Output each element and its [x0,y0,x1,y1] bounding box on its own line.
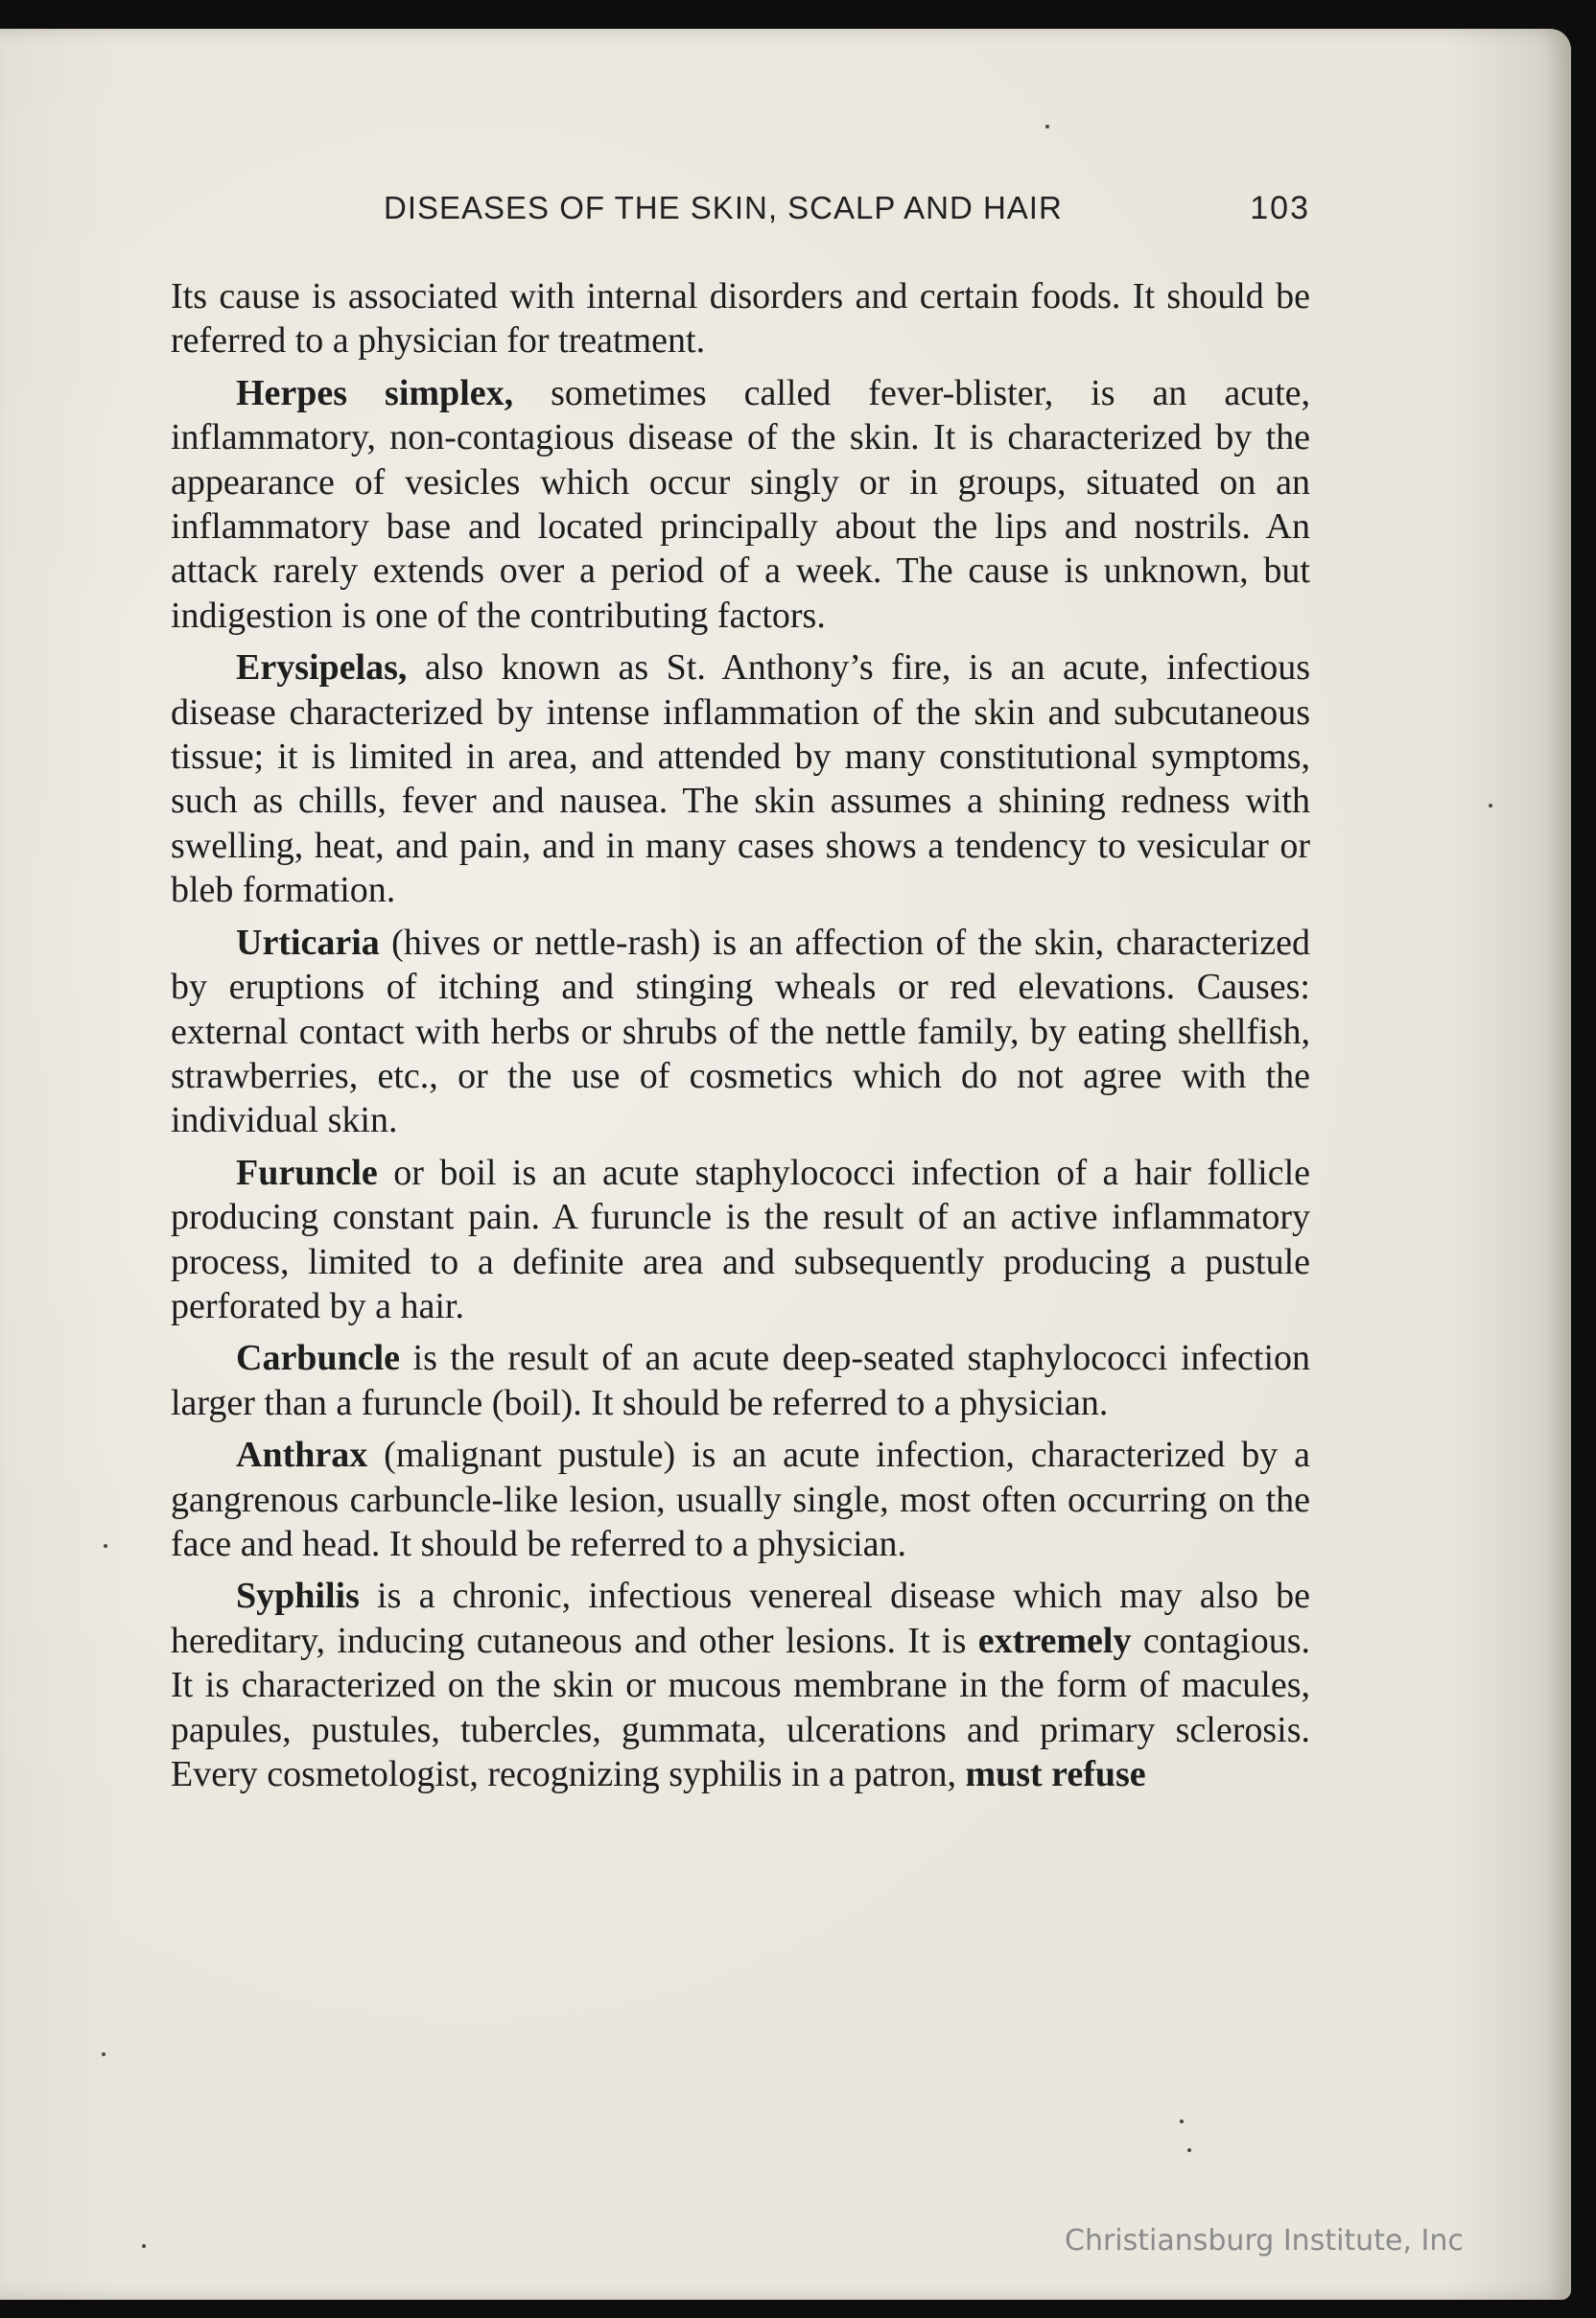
term-erysipelas: Erysipelas, [236,647,408,689]
running-title: DISEASES OF THE SKIN, SCALP AND HAIR [384,190,1063,225]
watermark: Christiansburg Institute, Inc [1065,2224,1464,2258]
term-herpes-simplex: Herpes simplex, [236,372,514,413]
paragraph-herpes-simplex [171,371,1310,638]
term-furuncle: Furuncle [236,1152,378,1193]
paragraph-text: contagious. It is characterized on the skin or mucous membrane in the form of macules, papules, pustules, tubercles, gummata, ulcerations and primary sclerosis. Every cosmetologist, recognizing syphilis in a patron, [171,1620,1310,1794]
term-anthrax: Anthrax [236,1435,368,1476]
page-number: 103 [1250,190,1310,226]
emphasis-extremely: extremely [977,1620,1132,1661]
paragraph-text: sometimes called fever-blister, is an acute, inflammatory, non-contagious disease of the skin. It is characterized by the appearance of vesicles which occur singly or in groups, situated on an inflammatory base and located principally about the lips and nostrils. An attack rarely extends over a period of a week. The cause is unknown, but indigestion is one of the contributing factors. [171,372,1311,636]
term-syphilis: Syphilis [236,1576,360,1617]
paragraph-urticaria [171,921,1310,1143]
paragraph-carbuncle [171,1336,1310,1425]
paragraph-text: (hives or nettle-rash) is an affection of the skin, characterized by eruptions of itching and stinging wheals or red elevations. Causes: external contact with herbs or shrubs of the nettle family, by eating shellfish, strawberries, etc., or the use of cosmetics which do not agree with the individual skin. [171,922,1310,1141]
paragraph-erysipelas [171,645,1310,912]
term-urticaria: Urticaria [236,922,380,963]
paragraph-text: (malignant pustule) is an acute infection, characterized by a gangrenous carbuncle-like lesion, usually single, most often occurring on the face and head. It should be referred to a physician. [171,1435,1310,1564]
paper-speck [102,2052,106,2056]
paper-speck [1489,804,1492,808]
paragraph-text: is the result of an acute deep-seated staphylococci infection larger than a furuncle (boil). It should be referred to a physician. [171,1338,1310,1423]
paper-speck [1187,2148,1191,2152]
paragraph-continuation [171,274,1310,363]
paragraph-text: also known as St. Anthony’s fire, is an acute, infectious disease characterized by intense inflammation of the skin and subcutaneous tissue; it is limited in area, and attended by many constitutional symptoms, such as chills, fever and nausea. The skin assumes a shining redness with swelling, heat, and pain, and in many cases shows a tendency to vesicular or bleb formation. [171,647,1310,911]
paragraph-text: Its cause is associated with internal disorders and certain foods. It should be referred to a physician for treatment. [171,276,1310,362]
book-page [0,29,1571,2300]
paragraph-syphilis [171,1574,1310,1796]
paragraph-anthrax [171,1433,1310,1566]
paper-speck [104,1544,107,1548]
paragraph-text: or boil is an acute staphylococci infection of a hair follicle producing constant pain. A furuncle is the result of an active inflammatory process, limited to a definite area and subsequently producing a pustule perforated by a hair. [171,1152,1310,1326]
page-header [171,190,1310,234]
emphasis-must-refuse: must refuse [965,1754,1146,1794]
paper-speck [1045,125,1049,129]
paragraph-text: is a chronic, infectious venereal disease which may also be hereditary, inducing cutaneous and other lesions. It is [171,1576,1310,1661]
term-carbuncle: Carbuncle [236,1338,400,1379]
paper-speck [142,2244,146,2248]
body-text [171,274,1310,1796]
paragraph-furuncle [171,1151,1310,1329]
paper-speck [1180,2119,1184,2123]
